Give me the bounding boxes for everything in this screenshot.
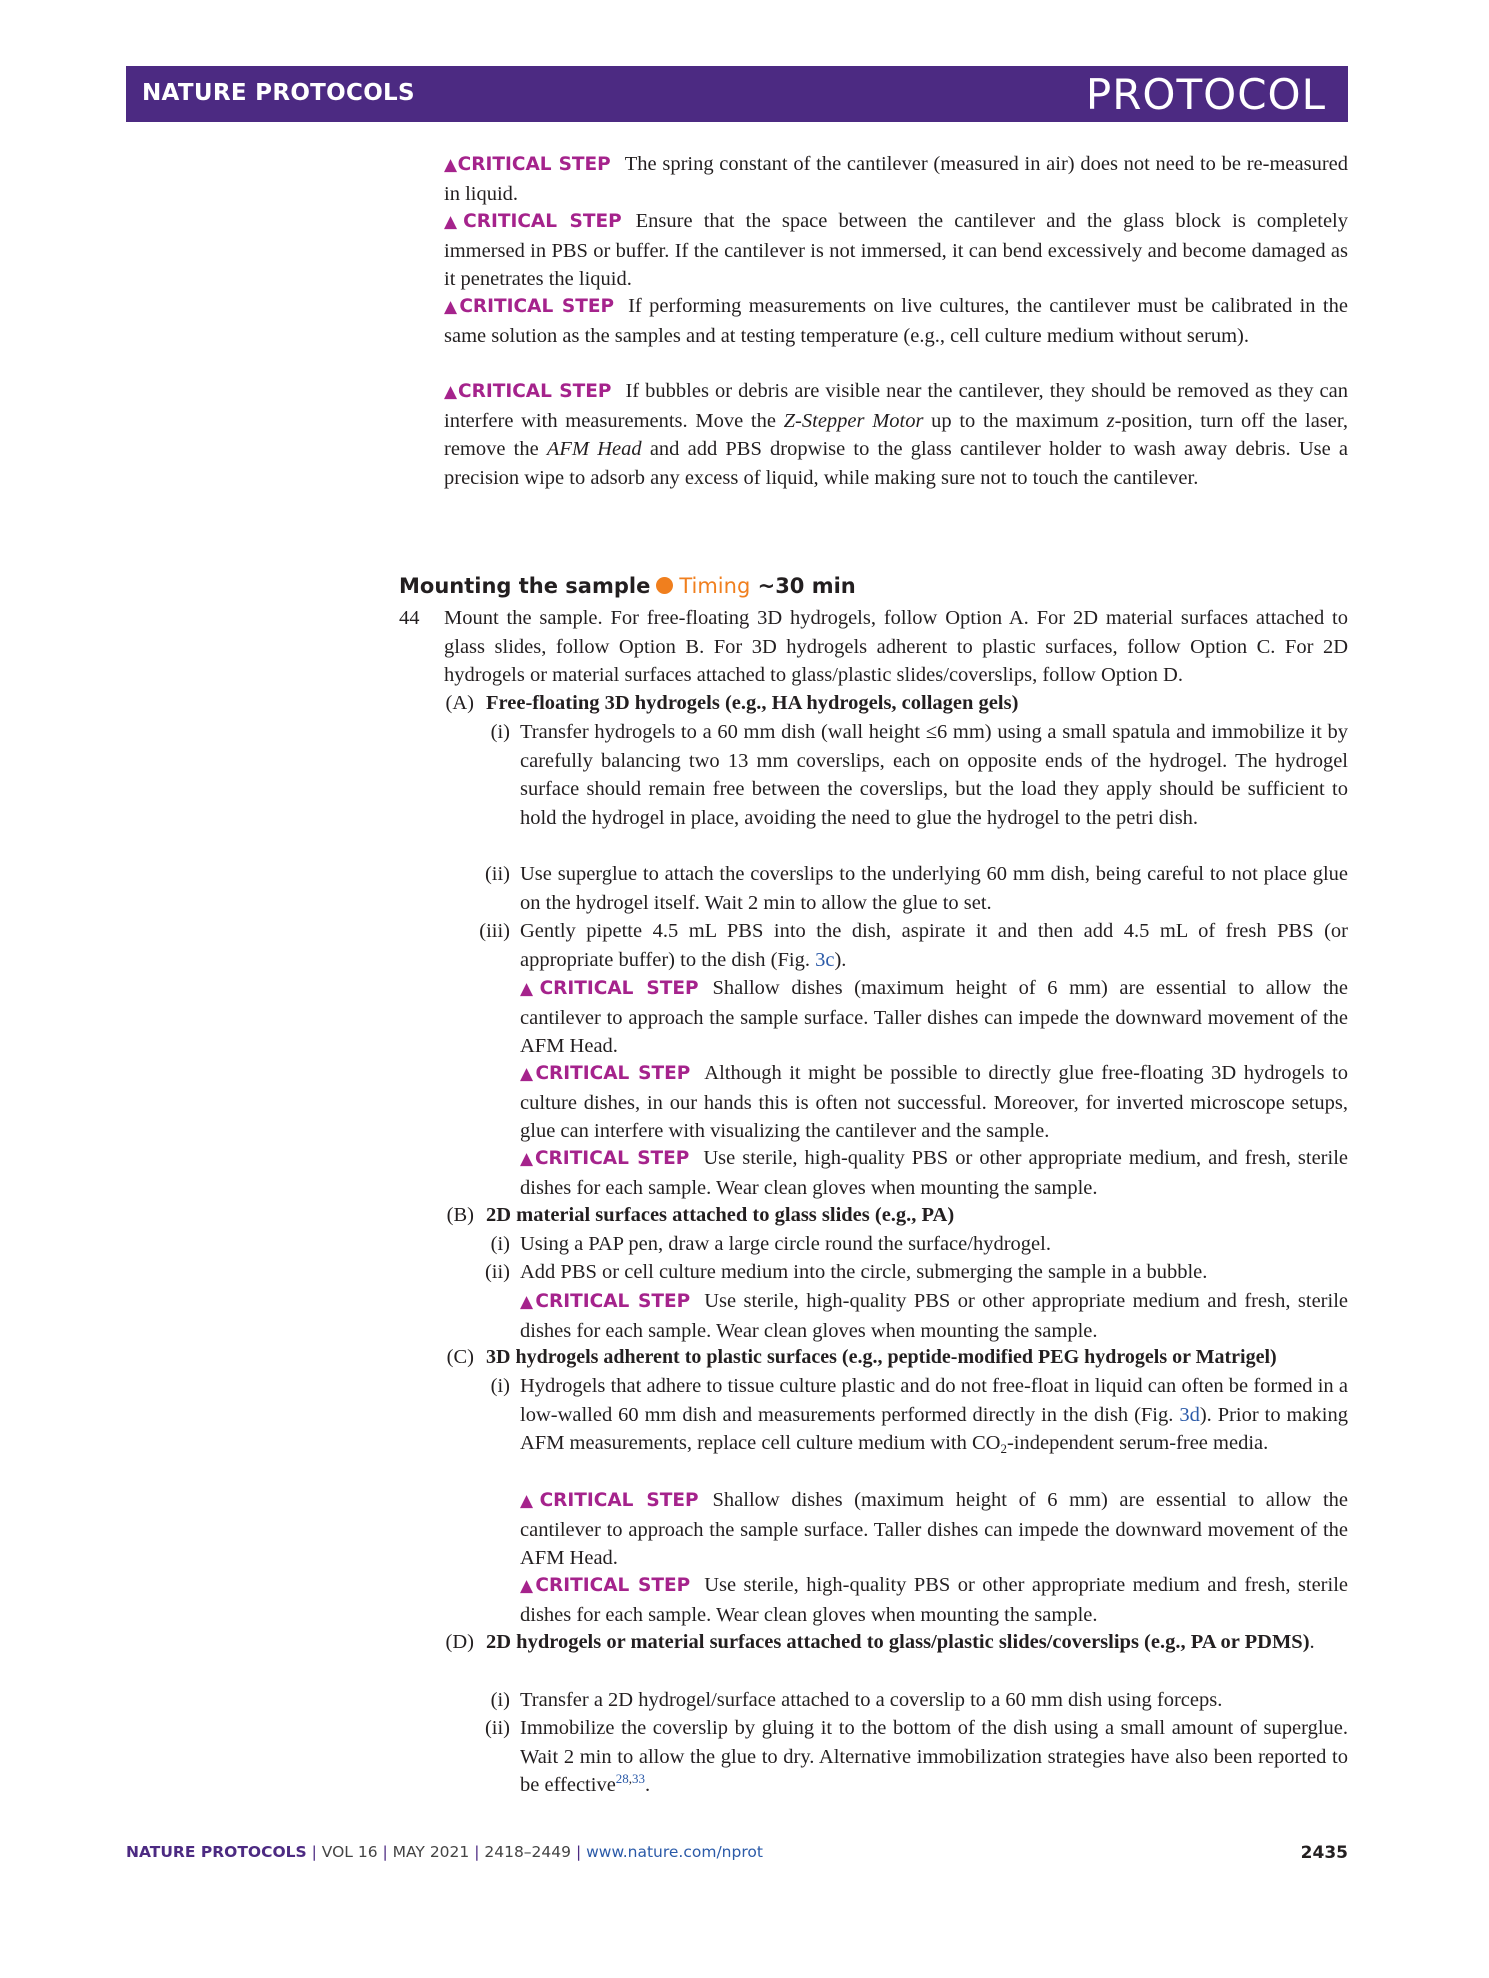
critical-label: CRITICAL STEP: [463, 211, 622, 232]
critical-text: If performing measurements on live cultures, the cantilever must be calibrated in the same solution as the samples and at testing temperature (e.g., cell culture medium without serum).: [444, 295, 1348, 347]
substep-text: Gently pipette 4.5 mL PBS into the dish, aspirate it and then add 4.5 mL of fresh PBS (or appropriate buffer) to the dish (Fig. 3c).: [520, 920, 1348, 971]
warning-triangle-icon: ▲: [444, 297, 460, 317]
substep-text: Add PBS or cell culture medium into the circle, submerging the sample in a bubble.: [520, 1261, 1208, 1283]
section-title: Mounting the sample: [399, 574, 651, 598]
option-label: (B): [446, 1204, 474, 1226]
substep-label: (ii): [484, 1261, 510, 1283]
critical-label: CRITICAL STEP: [457, 154, 611, 175]
substep-text: Using a PAP pen, draw a large circle round the surface/hydrogel.: [520, 1233, 1051, 1255]
critical-label: CRITICAL STEP: [539, 978, 699, 999]
critical-text: Ensure that the space between the cantilever and the glass block is completely immersed in PBS or buffer. If the cantilever is not immersed, it can bend excessively and become damaged as it penetrates the liquid.: [444, 210, 1348, 290]
footer-journal: NATURE PROTOCOLS: [126, 1843, 307, 1861]
critical-note: ▲CRITICAL STEP Shallow dishes (maximum height of 6 mm) are essential to allow the cantilever to approach the sample surface. Taller dishes can impede the downward movement of the AFM Head.: [520, 1489, 1348, 1569]
substep-label: (i): [490, 721, 510, 743]
substep-text: Transfer a 2D hydrogel/surface attached to a coverslip to a 60 mm dish using forceps.: [520, 1689, 1223, 1711]
warning-triangle-icon: ▲: [520, 1292, 536, 1312]
substep-text: Transfer hydrogels to a 60 mm dish (wall height ≤6 mm) using a small spatula and immobilize it by carefully balancing two 13 mm coverslips, each on opposite ends of the hydrogel. The hydrogel surface should remain free between the coverslips, but the load they apply should be sufficient to hold the hydrogel in place, avoiding the need to glue the hydrogel to the petri dish.: [520, 721, 1348, 829]
warning-triangle-icon: ▲: [520, 1149, 535, 1169]
critical-label: CRITICAL STEP: [535, 1063, 691, 1084]
warning-triangle-icon: ▲: [520, 1064, 536, 1084]
critical-label: CRITICAL STEP: [539, 1490, 699, 1511]
figure-link[interactable]: 3d: [1179, 1403, 1200, 1426]
critical-note: ▲CRITICAL STEP Use sterile, high-quality PBS or other appropriate medium and fresh, sterile dishes for each sample. Wear clean gloves when mounting the sample.: [520, 1290, 1348, 1342]
page-footer: NATURE PROTOCOLS | VOL 16 | MAY 2021 | 2418–2449 | www.nature.com/nprot 2435: [126, 1843, 1348, 1863]
step-number: 44: [399, 607, 420, 629]
substep-text: Use superglue to attach the coverslips to the underlying 60 mm dish, being careful to not place glue on the hydrogel itself. Wait 2 min to allow the glue to set.: [520, 863, 1348, 914]
critical-label: CRITICAL STEP: [458, 381, 612, 402]
substep-text: Hydrogels that adhere to tissue culture plastic and do not free-float in liquid can often be formed in a low-walled 60 mm dish and measurements performed directly in the dish (Fig. 3d). Prior to making AFM measurements, replace cell culture medium with $CO_2$-independent serum-free media.: [520, 1375, 1349, 1456]
critical-label: CRITICAL STEP: [535, 1575, 691, 1596]
critical-text: The spring constant of the cantilever (measured in air) does not need to be re-measured in liquid.: [444, 153, 1348, 205]
critical-label: CRITICAL STEP: [459, 296, 615, 317]
warning-triangle-icon: ▲: [444, 382, 459, 402]
option-label: (C): [446, 1346, 474, 1368]
reference-link[interactable]: 28: [615, 1771, 629, 1786]
warning-triangle-icon: ▲: [520, 1491, 540, 1511]
figure-link[interactable]: 3c: [815, 948, 835, 971]
step-44-text: Mount the sample. For free-floating 3D hydrogels, follow Option A. For 2D material surfaces attached to glass slides, follow Option B. For 3D hydrogels adherent to plastic surfaces, follow Option C. For 2D hydrogels or material surfaces attached to glass/plastic slides/coverslips, follow Option D.: [444, 607, 1348, 686]
timing-label: Timing: [679, 574, 751, 598]
substep-label: (ii): [484, 863, 510, 885]
warning-triangle-icon: ▲: [444, 155, 458, 175]
warning-triangle-icon: ▲: [444, 212, 464, 232]
warning-triangle-icon: ▲: [520, 1576, 536, 1596]
reference-link[interactable]: 33: [632, 1771, 646, 1786]
option-title: 2D hydrogels or material surfaces attached to glass/plastic slides/coverslips (e.g., PA or PDMS).: [486, 1631, 1315, 1653]
critical-note: ▲CRITICAL STEP Use sterile, high-quality PBS or other appropriate medium and fresh, sterile dishes for each sample. Wear clean gloves when mounting the sample.: [520, 1574, 1348, 1626]
option-title: Free-floating 3D hydrogels (e.g., HA hydrogels, collagen gels): [486, 692, 1019, 714]
journal-header-bar: [126, 66, 1348, 122]
timing-value: ~30 min: [757, 574, 856, 598]
substep-label: (iii): [479, 920, 510, 942]
critical-label: CRITICAL STEP: [535, 1291, 691, 1312]
article-type: PROTOCOL: [1085, 70, 1326, 119]
substep-text: Immobilize the coverslip by gluing it to the bottom of the dish using a small amount of superglue. Wait 2 min to allow the glue to dry. Alternative immobilization strategies have also been reported to be effective$^{28,33}$.: [520, 1717, 1348, 1796]
option-title: 2D material surfaces attached to glass slides (e.g., PA): [486, 1204, 955, 1226]
critical-note-2: [444, 207, 1348, 294]
substep-label: (i): [490, 1233, 510, 1255]
substep-label: (i): [490, 1375, 510, 1397]
option-label: (A): [445, 692, 474, 714]
option-title: 3D hydrogels adherent to plastic surfaces (e.g., peptide-modified PEG hydrogels or Matrigel): [486, 1346, 1277, 1368]
footer-date: MAY 2021: [392, 1843, 470, 1861]
critical-note: ▲CRITICAL STEP Shallow dishes (maximum height of 6 mm) are essential to allow the cantilever to approach the sample surface. Taller dishes can impede the downward movement of the AFM Head.: [520, 977, 1348, 1057]
critical-label: CRITICAL STEP: [534, 1148, 690, 1169]
critical-note: ▲CRITICAL STEP Use sterile, high-quality PBS or other appropriate medium, and fresh, sterile dishes for each sample. Wear clean gloves when mounting the sample.: [520, 1147, 1349, 1199]
journal-name: NATURE PROTOCOLS: [142, 80, 415, 106]
warning-triangle-icon: ▲: [520, 979, 540, 999]
option-label: (D): [445, 1631, 474, 1653]
page-number: 2435: [1300, 1843, 1348, 1863]
footer-url-link[interactable]: www.nature.com/nprot: [586, 1843, 763, 1861]
substep-label: (i): [490, 1689, 510, 1711]
substep-label: (ii): [484, 1717, 510, 1739]
critical-note: ▲CRITICAL STEP Although it might be possible to directly glue free-floating 3D hydrogels to culture dishes, in our hands this is often not successful. Moreover, for inverted microscope setups, glue can interfere with visualizing the cantilever and the sample.: [520, 1062, 1348, 1142]
section-heading: [399, 574, 856, 598]
critical-note-1: [444, 150, 1348, 208]
footer-pages: 2418–2449: [484, 1843, 572, 1861]
critical-note-4: ▲CRITICAL STEP If bubbles or debris are visible near the cantilever, they should be removed as they can interfere with measurements. Move the Z-Stepper Motor up to the maximum z-position, turn off the laser, remove the AFM Head and add PBS dropwise to the glass cantilever holder to wash away debris. Use a precision wipe to adsorb any excess of liquid, while making sure not to touch the cantilever.: [444, 380, 1349, 489]
footer-volume: VOL 16: [321, 1843, 378, 1861]
critical-note-3: [444, 292, 1348, 350]
timing-dot-icon: [656, 577, 673, 594]
